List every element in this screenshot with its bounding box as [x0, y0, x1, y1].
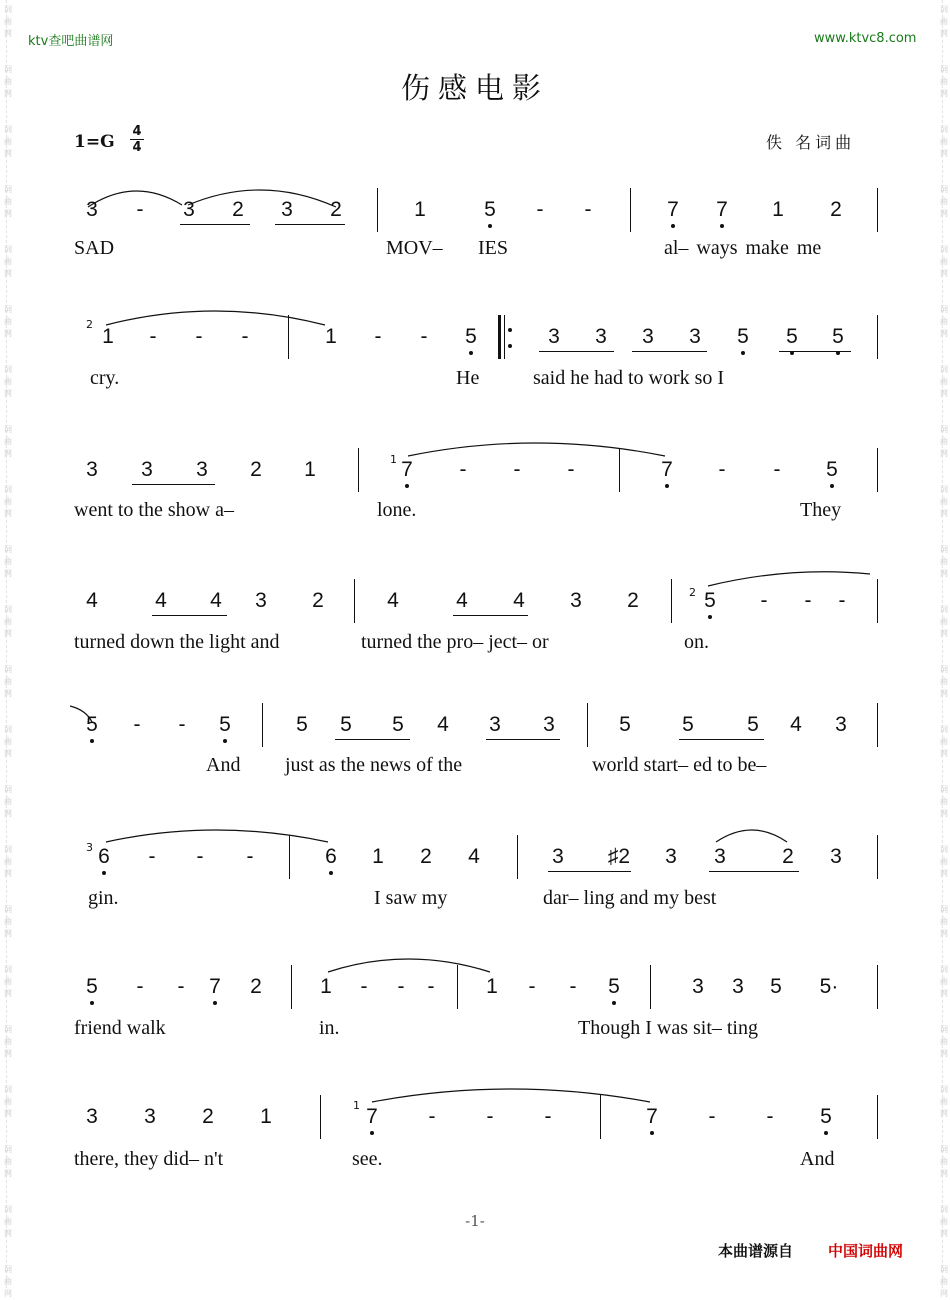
note: 3 — [86, 1105, 98, 1128]
note: 3 — [570, 589, 582, 612]
note: 5 — [340, 713, 352, 736]
note-dash: - — [136, 975, 144, 998]
side-watermark: 词 曲 网 — [940, 425, 948, 458]
note: 5 — [820, 1105, 832, 1128]
side-watermark: 词 曲 网 — [4, 905, 12, 938]
note: 5 — [392, 713, 404, 736]
note-dash: - — [708, 1105, 716, 1128]
note: 1 — [102, 325, 114, 348]
note: 5 — [704, 589, 716, 612]
lyric-segment: turned the pro– ject– or — [361, 631, 549, 653]
note-dash: - — [536, 198, 544, 221]
side-watermark: 词 曲 网 — [940, 665, 948, 698]
note: 3 — [86, 198, 98, 221]
side-watermark: 词 曲 网 — [4, 1205, 12, 1238]
note: 4 — [437, 713, 449, 736]
note: ♯2 — [607, 845, 631, 868]
note: 5 — [484, 198, 496, 221]
side-watermark: 词 曲 网 — [4, 605, 12, 638]
note: 1 — [772, 198, 784, 221]
note-dash: - — [196, 845, 204, 868]
note: 1 — [325, 325, 337, 348]
lyric-segment: said he had to work so I — [533, 367, 725, 389]
note-dash: - — [195, 325, 203, 348]
note: 4 — [86, 589, 98, 612]
note: 1 — [372, 845, 384, 868]
lyric-segment: on. — [684, 631, 709, 653]
lyric-segment: see. — [352, 1148, 383, 1170]
note-dash: - — [486, 1105, 494, 1128]
note: 3 — [642, 325, 654, 348]
lyric-segment: I saw my — [374, 887, 448, 909]
note: 3 — [689, 325, 701, 348]
note: 3 — [281, 198, 293, 221]
note: 4 — [468, 845, 480, 868]
note-dash: - — [177, 975, 185, 998]
note-dash: - — [148, 845, 156, 868]
note: 2 — [627, 589, 639, 612]
note: 5 — [832, 325, 844, 348]
note: 5 — [296, 713, 308, 736]
side-watermark: 词 曲 网 — [4, 845, 12, 878]
note-dash: - — [528, 975, 536, 998]
note: 3 — [692, 975, 704, 998]
side-watermark: 词 曲 网 — [940, 305, 948, 338]
note-dash: - — [766, 1105, 774, 1128]
note: 2 — [830, 198, 842, 221]
lyric-segment: Though I was sit– ting — [578, 1017, 758, 1039]
lyric-segment: SAD — [74, 237, 115, 259]
slur — [106, 830, 328, 842]
side-watermark: 词 曲 网 — [4, 785, 12, 818]
side-watermark: 词 曲 网 — [4, 665, 12, 698]
lyric-segment: gin. — [88, 887, 119, 909]
note: 3 — [665, 845, 677, 868]
lyric-segment: MOV– — [386, 237, 443, 259]
note: 5· — [819, 975, 839, 998]
note-dash: - — [241, 325, 249, 348]
note-dash: - — [149, 325, 157, 348]
note-dash: - — [569, 975, 577, 998]
note: 2 — [782, 845, 794, 868]
lyric-segment: They — [800, 499, 842, 521]
header-site-url[interactable]: www.ktvc8.com — [814, 31, 917, 46]
note: 1 — [414, 198, 426, 221]
lyric-segment: friend walk — [74, 1017, 166, 1039]
note: 5 — [86, 975, 98, 998]
side-watermark: 词 曲 网 — [4, 425, 12, 458]
note-dash: - — [420, 325, 428, 348]
note: 5 — [737, 325, 749, 348]
note: 2 — [250, 975, 262, 998]
lyric-segment: He — [456, 367, 480, 389]
volta-mark: 1 — [353, 1099, 360, 1112]
side-watermark: 词 曲 网 — [940, 1265, 948, 1298]
volta-mark: 2 — [689, 586, 696, 599]
side-watermark: 词 曲 网 — [4, 65, 12, 98]
note-dash: - — [584, 198, 592, 221]
note: 7 — [646, 1105, 658, 1128]
note-dash: - — [773, 458, 781, 481]
note-dash: - — [374, 325, 382, 348]
lyric-segment: in. — [319, 1017, 340, 1039]
note: 1 — [320, 975, 332, 998]
slur — [88, 191, 182, 207]
note-dash: - — [544, 1105, 552, 1128]
note-dash: - — [133, 713, 141, 736]
side-watermark: 词 曲 网 — [4, 965, 12, 998]
slur — [716, 830, 787, 842]
note: 3 — [732, 975, 744, 998]
note: 1 — [260, 1105, 272, 1128]
note: 4 — [387, 589, 399, 612]
note-dash: - — [838, 589, 846, 612]
note-dash: - — [428, 1105, 436, 1128]
side-watermark: 词 曲 网 — [940, 1025, 948, 1058]
note-dash: - — [513, 458, 521, 481]
volta-mark: 3 — [86, 841, 93, 854]
note-dash: - — [427, 975, 435, 998]
lyric-segment: world start– ed to be– — [592, 754, 767, 776]
note: 5 — [86, 713, 98, 736]
note: 6 — [325, 845, 337, 868]
side-watermark: 词 曲 网 — [4, 185, 12, 218]
note: 7 — [716, 198, 728, 221]
note: 5 — [465, 325, 477, 348]
note: 3 — [489, 713, 501, 736]
lyric-segment: there, they did– n't — [74, 1148, 224, 1170]
lyric-segment: And — [800, 1148, 835, 1170]
note: 3 — [830, 845, 842, 868]
note: 2 — [312, 589, 324, 612]
note: 2 — [420, 845, 432, 868]
slur — [188, 190, 336, 207]
side-watermark: 词 曲 网 — [4, 245, 12, 278]
side-watermark: 词 曲 网 — [940, 905, 948, 938]
note: 5 — [747, 713, 759, 736]
footer-source-label: 本曲谱源自 — [718, 1242, 794, 1260]
note: 3 — [835, 713, 847, 736]
side-watermark: 词 曲 网 — [940, 245, 948, 278]
lyric-segment: al– ways make me — [664, 237, 822, 259]
lyric-segment: went to the show a– — [74, 499, 234, 521]
side-watermark: 词 曲 网 — [4, 485, 12, 518]
footer-source-site[interactable]: 中国词曲网 — [828, 1242, 904, 1260]
author-credit: 佚 名词曲 — [766, 133, 856, 152]
note-dash: - — [397, 975, 405, 998]
note-dash: - — [459, 458, 467, 481]
note: 3 — [196, 458, 208, 481]
side-watermark: 词 曲 网 — [940, 65, 948, 98]
time-signature-bottom: 4 — [132, 140, 142, 155]
note: 4 — [210, 589, 222, 612]
slur — [328, 959, 490, 972]
note: 3 — [543, 713, 555, 736]
note-dash: - — [718, 458, 726, 481]
side-watermark: 词 曲 网 — [4, 725, 12, 758]
page-number: -1- — [465, 1212, 485, 1230]
note: 3 — [141, 458, 153, 481]
note-dash: - — [360, 975, 368, 998]
side-watermark: 词 曲 网 — [4, 1265, 12, 1298]
side-watermark: 词 曲 网 — [940, 185, 948, 218]
note: 3 — [595, 325, 607, 348]
note: 5 — [608, 975, 620, 998]
note-dash: - — [567, 458, 575, 481]
side-watermark: 词 曲 网 — [940, 365, 948, 398]
note: 3 — [552, 845, 564, 868]
side-watermark: 词 曲 网 — [4, 1145, 12, 1178]
lyric-segment: IES — [478, 237, 508, 259]
note: 7 — [661, 458, 673, 481]
side-watermark: 词 曲 网 — [4, 125, 12, 158]
slur — [372, 1089, 650, 1102]
side-watermark: 词 曲 网 — [940, 785, 948, 818]
note: 2 — [202, 1105, 214, 1128]
note: 7 — [401, 458, 413, 481]
side-watermark: 词 曲 网 — [940, 965, 948, 998]
note-dash: - — [136, 198, 144, 221]
side-watermark: 词 曲 网 — [4, 365, 12, 398]
slur — [106, 311, 325, 325]
note: 7 — [667, 198, 679, 221]
note: 1 — [486, 975, 498, 998]
lyric-segment: dar– ling and my best — [543, 887, 717, 909]
note: 5 — [219, 713, 231, 736]
side-watermark: 词 曲 网 — [4, 1085, 12, 1118]
volta-mark: 2 — [86, 318, 93, 331]
note: 4 — [155, 589, 167, 612]
slur — [70, 706, 92, 722]
side-watermark: 词 曲 网 — [940, 1145, 948, 1178]
note: 3 — [548, 325, 560, 348]
note-dash: - — [246, 845, 254, 868]
note: 2 — [330, 198, 342, 221]
note: 6 — [98, 845, 110, 868]
note: 7 — [366, 1105, 378, 1128]
note: 5 — [770, 975, 782, 998]
side-watermark: 词 曲 网 — [940, 485, 948, 518]
note-dash: - — [804, 589, 812, 612]
side-watermark: 词 曲 网 — [940, 1085, 948, 1118]
time-signature-top: 4 — [132, 124, 142, 139]
side-watermark: 词 曲 网 — [940, 1205, 948, 1238]
note: 5 — [826, 458, 838, 481]
note: 4 — [790, 713, 802, 736]
side-watermark: 词 曲 网 — [4, 305, 12, 338]
lyric-segment: lone. — [377, 499, 417, 521]
header-site-name[interactable]: ktv查吧曲谱网 — [28, 34, 114, 49]
slur — [408, 443, 665, 456]
note: 3 — [86, 458, 98, 481]
key-signature: 1=G — [74, 132, 115, 152]
note: 7 — [209, 975, 221, 998]
side-watermark: 词 曲 网 — [940, 605, 948, 638]
note-dash: - — [760, 589, 768, 612]
note: 3 — [183, 198, 195, 221]
side-watermark: 词 曲 网 — [940, 125, 948, 158]
note: 3 — [255, 589, 267, 612]
note: 5 — [682, 713, 694, 736]
note: 1 — [304, 458, 316, 481]
lyric-segment: turned down the light and — [74, 631, 280, 653]
note: 3 — [714, 845, 726, 868]
note: 4 — [456, 589, 468, 612]
volta-mark: 1 — [390, 453, 397, 466]
song-title: 伤感电影 — [400, 71, 549, 105]
side-watermark: 词 曲 网 — [4, 5, 12, 38]
slur — [708, 572, 870, 586]
note: 2 — [250, 458, 262, 481]
side-watermark: 词 曲 网 — [940, 545, 948, 578]
side-watermark: 词 曲 网 — [940, 845, 948, 878]
side-watermark: 词 曲 网 — [4, 545, 12, 578]
note: 4 — [513, 589, 525, 612]
note: 2 — [232, 198, 244, 221]
side-watermark: 词 曲 网 — [4, 1025, 12, 1058]
note: 3 — [144, 1105, 156, 1128]
note: 5 — [619, 713, 631, 736]
lyric-segment: just as the news of the — [285, 754, 463, 776]
note: 5 — [786, 325, 798, 348]
lyric-segment: And — [206, 754, 241, 776]
side-watermark: 词 曲 网 — [940, 725, 948, 758]
note-dash: - — [178, 713, 186, 736]
lyric-segment: cry. — [90, 367, 120, 389]
side-watermark: 词 曲 网 — [940, 5, 948, 38]
